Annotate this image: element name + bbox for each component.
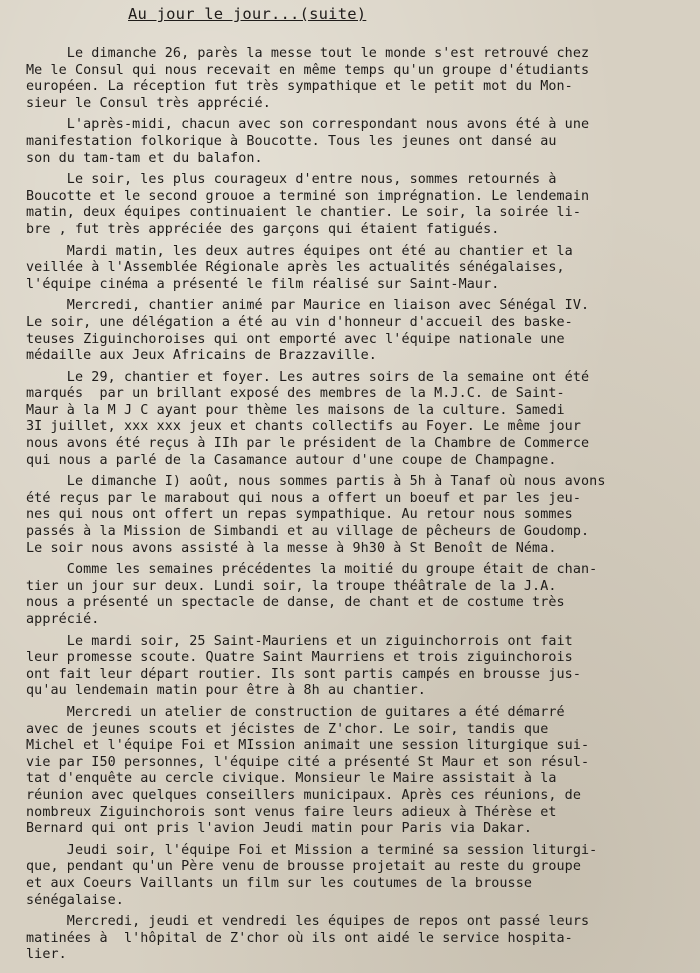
text-line: leur promesse scoute. Quatre Saint Maurriens et trois ziguinchorois [26,650,573,666]
text-line: l'équipe cinéma a présenté le film réalisé sur Saint-Maur. [26,276,500,292]
paragraph [26,172,676,238]
text-line: lier. [26,947,67,963]
text-line: Le dimanche I) août, nous sommes partis à 5h à Tanaf où nous avons [26,474,606,490]
text-line: tier un jour sur deux. Lundi soir, la troupe théâtrale de la J.A. [26,578,557,594]
paragraph [26,474,676,557]
paragraph [26,843,676,909]
document-title: Au jour le jour...(suite) [128,5,367,23]
text-line: teuses Ziguinchoroises qui ont emporté avec l'équipe nationale une [26,331,565,347]
text-line: bre , fut très appréciée des garçons qui étaient fatigués. [26,221,500,237]
text-line: Comme les semaines précédentes la moitié du groupe était de chan- [26,562,598,578]
text-line: Mardi matin, les deux autres équipes ont été au chantier et la [26,243,573,259]
text-line: Maur à la M J C ayant pour thème les maisons de la culture. Samedi [26,402,565,418]
text-line: avec de jeunes scouts et jécistes de Z'chor. Le soir, tandis que [26,721,549,737]
text-line: qu'au lendemain matin pour être à 8h au chantier. [26,683,426,699]
text-line: matin, deux équipes continuaient le chantier. Le soir, la soirée li- [26,205,582,221]
text-line: marqués par un brillant exposé des membres de la M.J.C. de Saint- [26,386,565,402]
text-line: et aux Coeurs Vaillants un film sur les coutumes de la brousse [26,875,533,891]
text-line: sieur le Consul très apprécié. [26,95,271,111]
text-line: nous avons été reçus à IIh par le président de la Chambre de Commerce [26,436,590,452]
text-line: Le dimanche 26, parès la messe tout le monde s'est retrouvé chez [26,46,590,61]
text-line: 3I juillet, xxx xxx jeux et chants collectifs au Foyer. Le même jour [26,419,582,435]
text-line: Me le Consul qui nous recevait en même temps qu'un groupe d'étudiants [26,62,590,78]
text-line: Mercredi un atelier de construction de guitares a été démarré [26,704,565,720]
text-line: nombreux Ziguinchorois sont venus faire leurs adieux à Thérèse et [26,804,557,820]
text-line: Le 29, chantier et foyer. Les autres soirs de la semaine ont été [26,369,590,385]
paragraph [26,914,676,964]
paragraph [26,117,676,167]
text-line: Le soir nous avons assisté à la messe à 9h30 à St Benoît de Néma. [26,540,557,556]
paragraph [26,298,676,364]
paragraph [26,370,676,470]
text-line: Jeudi soir, l'équipe Foi et Mission a terminé sa session liturgi- [26,842,598,858]
text-line: matinées à l'hôpital de Z'chor où ils ont aidé le service hospita- [26,930,573,946]
paragraph [26,634,676,700]
text-line: passés à la Mission de Simbandi et au village de pêcheurs de Goudomp. [26,524,590,540]
text-line: ont fait leur départ routier. Ils sont partis campés en brousse jus- [26,666,582,682]
text-line: que, pendant qu'un Père venu de brousse projetait au reste du groupe [26,859,582,875]
text-line: sénégalaise. [26,892,124,908]
text-line: européen. La réception fut très sympathique et le petit mot du Mon- [26,79,573,95]
text-line: Le soir, les plus courageux d'entre nous, sommes retournés à [26,172,557,188]
text-line: apprécié. [26,612,100,627]
text-line: Le soir, une délégation a été au vin d'honneur d'accueil des baske- [26,314,573,330]
text-line: médaille aux Jeux Africains de Brazzaville. [26,348,377,364]
text-line: Boucotte et le second grouoe a terminé son imprégnation. Le lendemain [26,188,590,204]
text-line: Bernard qui ont pris l'avion Jeudi matin pour Paris via Dakar. [26,821,533,837]
paragraph [26,705,676,838]
paragraph [26,562,676,628]
document-body [26,46,676,964]
text-line: nes qui nous ont offert un repas sympathique. Au retour nous sommes [26,507,573,523]
text-line: Le mardi soir, 25 Saint-Mauriens et un ziguinchorrois ont fait [26,633,573,649]
text-line: réunion avec quelques conseillers municipaux. Après ces réunions, de [26,787,582,803]
paragraph [26,46,676,112]
text-line: son du tam-tam et du balafon. [26,150,263,166]
text-line: nous a présenté un spectacle de danse, de chant et de costume très [26,595,565,611]
text-line: Mercredi, jeudi et vendredi les équipes de repos ont passé leurs [26,914,590,930]
text-line: été reçus par le marabout qui nous a offert un boeuf et par les jeu- [26,490,582,506]
text-line: vie par I50 personnes, l'équipe cité a présenté St Maur et son résul- [26,754,590,770]
text-line: manifestation folkorique à Boucotte. Tous les jeunes ont dansé au [26,133,557,149]
text-line: Mercredi, chantier animé par Maurice en liaison avec Sénégal IV. [26,298,590,314]
text-line: qui nous a parlé de la Casamance autour d'une coupe de Champagne. [26,452,557,468]
paragraph [26,244,676,294]
text-line: Michel et l'équipe Foi et MIssion animait une session liturgique sui- [26,738,590,754]
text-line: L'après-midi, chacun avec son correspondant nous avons été à une [26,117,590,133]
text-line: tat d'enquête au cercle civique. Monsieur le Maire assistait à la [26,771,557,787]
text-line: veillée à l'Assemblée Régionale après les actualités sénégalaises, [26,260,565,276]
